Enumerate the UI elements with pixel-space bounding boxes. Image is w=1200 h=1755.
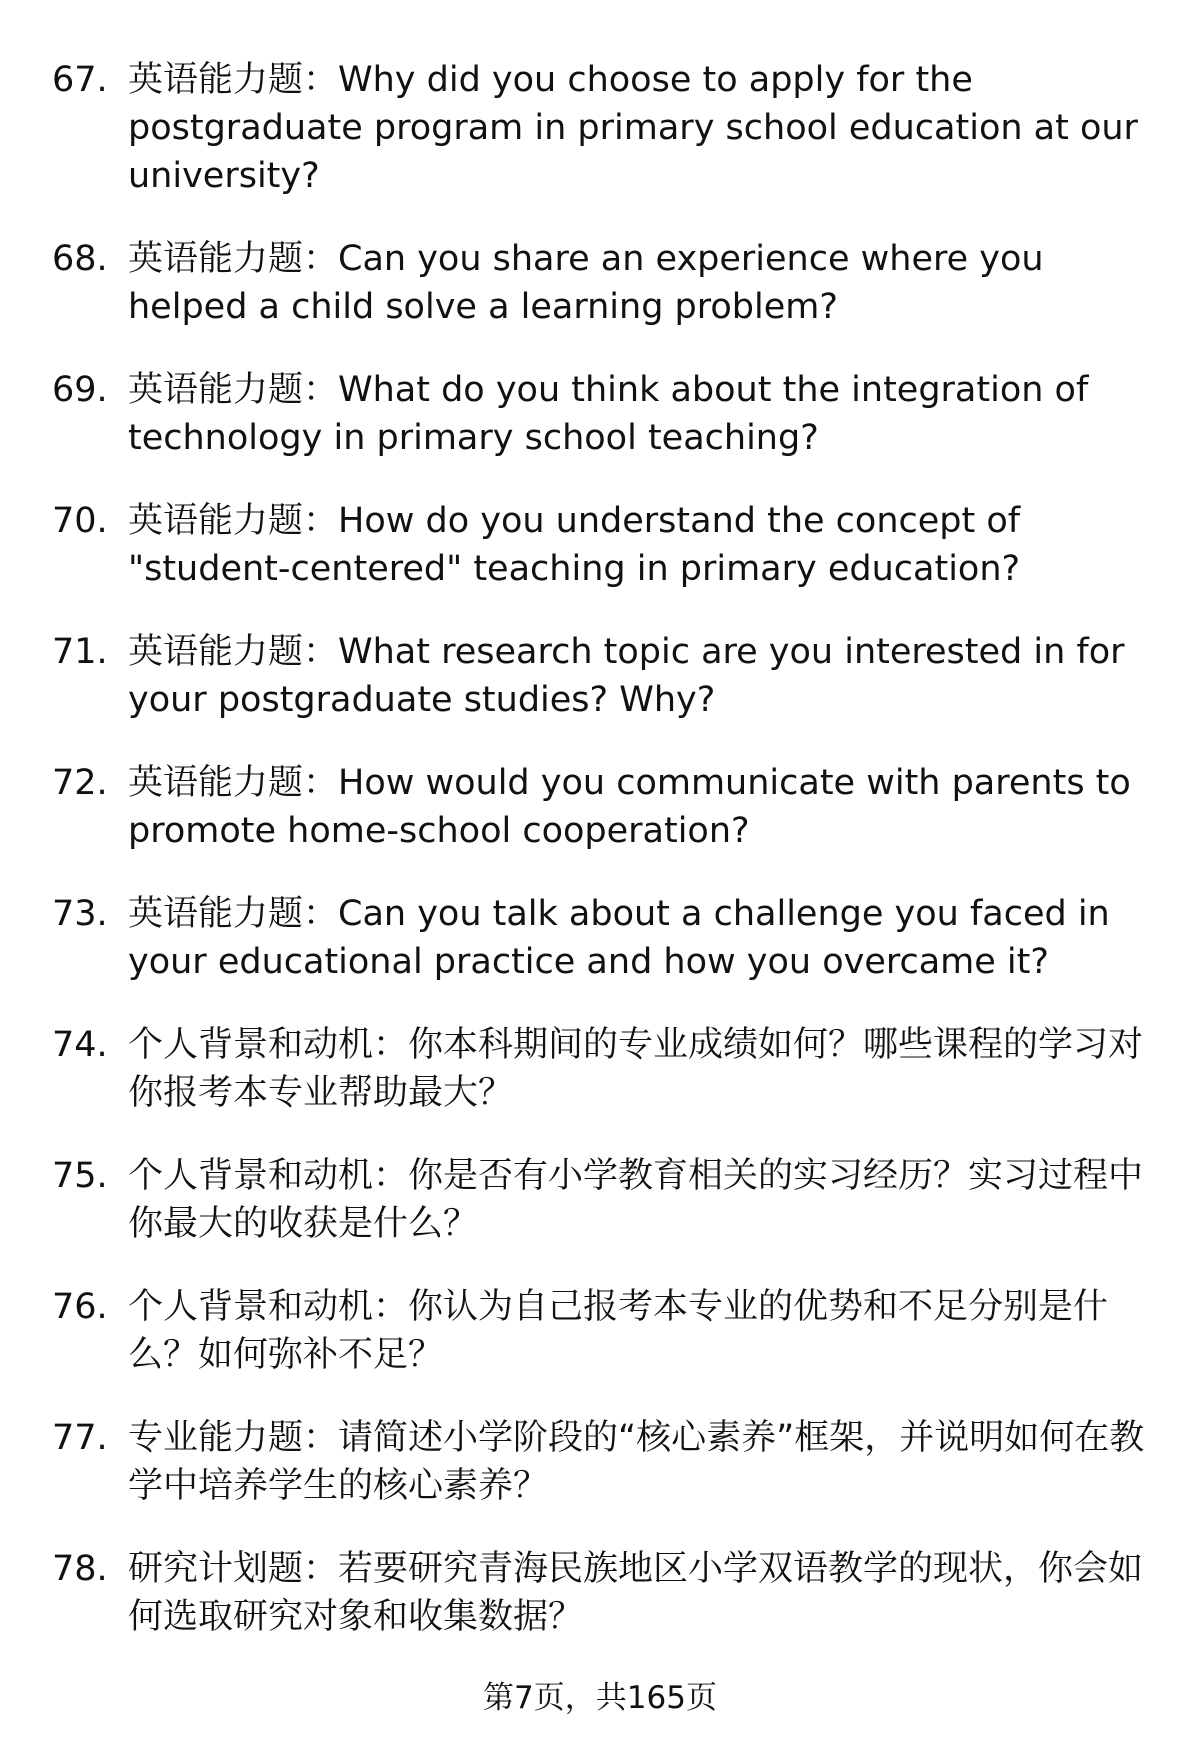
item-number: 74. xyxy=(52,1025,108,1065)
list-item xyxy=(0,1545,1200,1641)
item-number: 69. xyxy=(52,370,108,410)
item-number: 76. xyxy=(52,1287,108,1327)
item-text: 个人背景和动机：你认为自己报考本专业的优势和不足分别是什么？如何弥补不足？ xyxy=(128,1287,1109,1375)
item-text: 英语能力题：What do you think about the integration of technology in primary school teaching? xyxy=(128,370,1089,458)
item-number: 71. xyxy=(52,632,108,672)
item-text: 专业能力题：请简述小学阶段的“核心素养”框架，并说明如何在教学中培养学生的核心素养？ xyxy=(128,1418,1145,1506)
item-number: 78. xyxy=(52,1549,108,1589)
item-text: 个人背景和动机：你是否有小学教育相关的实习经历？实习过程中你最大的收获是什么？ xyxy=(128,1156,1144,1244)
item-number: 72. xyxy=(52,763,108,803)
item-text: 研究计划题：若要研究青海民族地区小学双语教学的现状，你会如何选取研究对象和收集数据？ xyxy=(128,1549,1144,1637)
item-number: 70. xyxy=(52,501,108,541)
list-item xyxy=(0,759,1200,855)
item-number: 67. xyxy=(52,60,108,100)
list-item xyxy=(0,1283,1200,1379)
item-text: 英语能力题：What research topic are you interested in for your postgraduate studies? Why? xyxy=(128,632,1125,720)
item-text: 英语能力题：Why did you choose to apply for the postgraduate program in primary school education at our university? xyxy=(128,60,1138,196)
item-text: 英语能力题：How do you understand the concept of "student-centered" teaching in primary education? xyxy=(128,501,1021,589)
item-text: 个人背景和动机：你本科期间的专业成绩如何？哪些课程的学习对你报考本专业帮助最大？ xyxy=(128,1025,1144,1113)
page-footer xyxy=(0,1678,1200,1718)
item-text: 英语能力题：How would you communicate with parents to promote home-school cooperation? xyxy=(128,763,1131,851)
list-item xyxy=(0,1152,1200,1248)
item-text: 英语能力题：Can you share an experience where you helped a child solve a learning problem? xyxy=(128,239,1044,327)
item-number: 75. xyxy=(52,1156,108,1196)
item-number: 68. xyxy=(52,239,108,279)
item-number: 73. xyxy=(52,894,108,934)
list-item xyxy=(0,1021,1200,1117)
question-list xyxy=(0,56,1200,1676)
list-item xyxy=(0,56,1200,200)
list-item xyxy=(0,366,1200,462)
list-item xyxy=(0,235,1200,331)
list-item xyxy=(0,890,1200,986)
list-item xyxy=(0,497,1200,593)
list-item xyxy=(0,628,1200,724)
list-item xyxy=(0,1414,1200,1510)
item-number: 77. xyxy=(52,1418,108,1458)
page-number-label: 第7页，共165页 xyxy=(483,1680,717,1716)
item-text: 英语能力题：Can you talk about a challenge you faced in your educational practice and how you overcame it? xyxy=(128,894,1110,982)
